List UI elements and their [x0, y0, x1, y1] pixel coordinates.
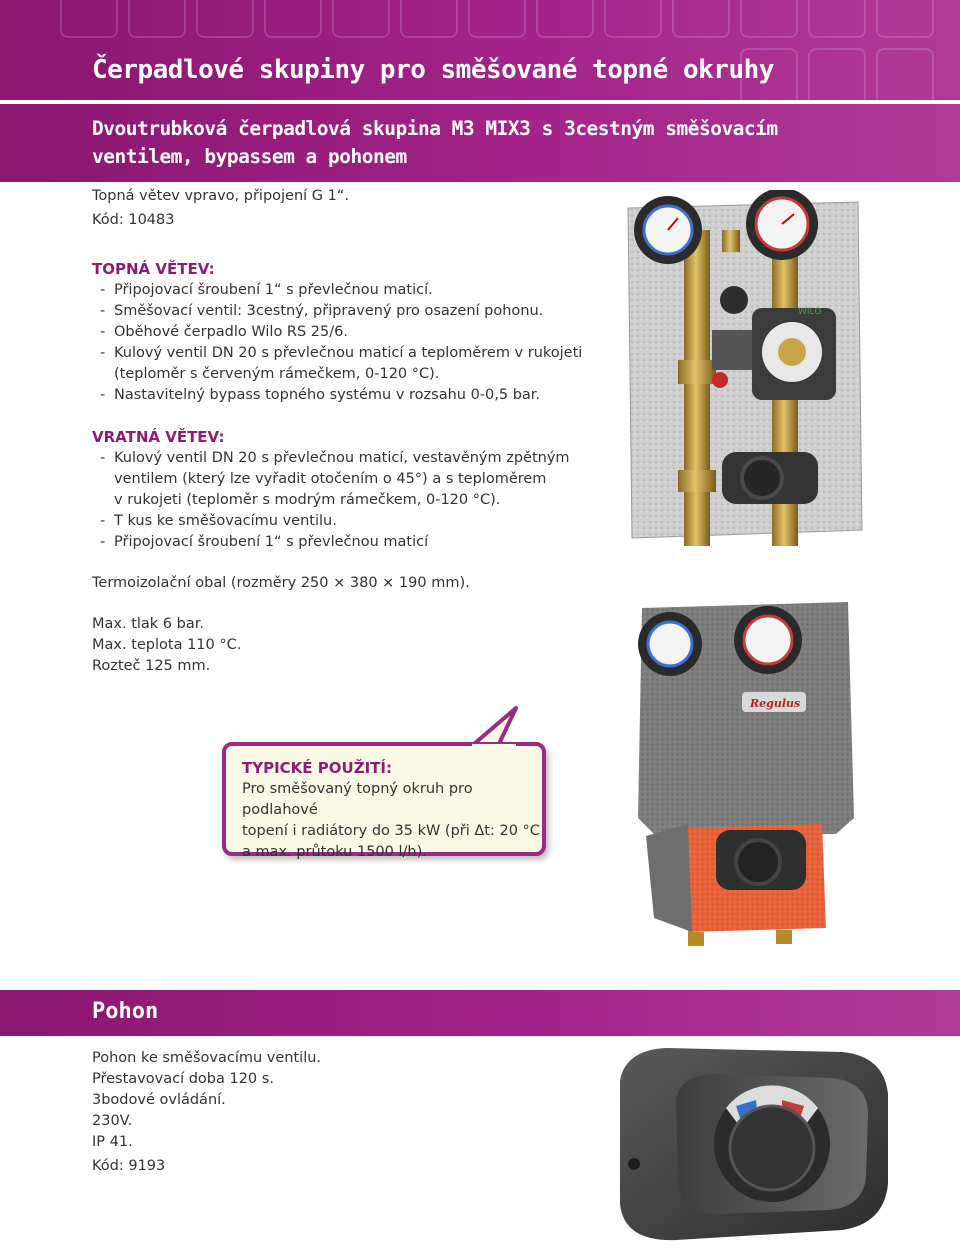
- supply-branch-heading: TOPNÁ VĚTEV:: [92, 260, 215, 278]
- max-pressure: Max. tlak 6 bar.: [92, 616, 204, 632]
- list-item: - Připojovací šroubení 1“ s převlečnou maticí: [92, 532, 570, 553]
- list-item: - Připojovací šroubení 1“ s převlečnou maticí.: [92, 280, 582, 301]
- list-item: - Směšovací ventil: 3cestný, připravený pro osazení pohonu.: [92, 301, 582, 322]
- list-item-continued: (teploměr s červeným rámečkem, 0-120 °C).: [114, 366, 440, 382]
- return-branch-heading: VRATNÁ VĚTEV:: [92, 428, 225, 446]
- supply-branch-list: [92, 280, 582, 406]
- page-title: Čerpadlové skupiny pro směšované topné okruhy: [92, 55, 774, 85]
- actuator-time: Přestavovací doba 120 s.: [92, 1071, 274, 1087]
- list-item-continued: v rukojeti (teploměr s modrým rámečkem, 0-120 °C).: [114, 492, 501, 508]
- product-code: Kód: 10483: [92, 212, 175, 228]
- pump-group-open-image: [612, 190, 874, 560]
- connection-text: Topná větev vpravo, připojení G 1“.: [92, 188, 349, 204]
- actuator-image: [606, 1044, 896, 1246]
- return-branch-section: [92, 427, 570, 553]
- list-item: - T kus ke směšovacímu ventilu.: [92, 511, 570, 532]
- specs: [92, 614, 241, 677]
- actuator-control: 3bodové ovládání.: [92, 1092, 226, 1108]
- return-branch-list: [92, 448, 570, 553]
- actuator-ip: IP 41.: [92, 1134, 133, 1150]
- list-item: - Kulový ventil DN 20 s převlečnou maticí, vestavěným zpětným: [92, 448, 570, 469]
- usage-line: Pro směšovaný topný okruh pro podlahové: [242, 781, 473, 818]
- actuator-title: Pohon: [92, 999, 159, 1024]
- actuator-specs: [92, 1048, 321, 1177]
- callout-tail-cover: [228, 744, 540, 754]
- insulation-text: Termoizolační obal (rozměry 250 × 380 × 190 mm).: [92, 575, 470, 591]
- list-item: - Kulový ventil DN 20 s převlečnou maticí a teploměrem v rukojeti: [92, 343, 582, 364]
- list-item: - Nastavitelný bypass topného systému v rozsahu 0-0,5 bar.: [92, 385, 582, 406]
- list-item-continued: ventilem (který lze vyřadit otočením o 45°) a s teploměrem: [114, 471, 547, 487]
- product-intro: [92, 186, 349, 231]
- usage-callout: [222, 742, 546, 860]
- usage-line: topení i radiátory do 35 kW (při Δt: 20 °C: [242, 823, 540, 839]
- actuator-description: Pohon ke směšovacímu ventilu.: [92, 1050, 322, 1066]
- regulus-logo: Regulus: [750, 697, 801, 710]
- actuator-code: Kód: 9193: [92, 1158, 166, 1174]
- pump-brand-label: WILO: [798, 307, 822, 317]
- max-temperature: Max. teplota 110 °C.: [92, 637, 242, 653]
- product-subtitle: Dvoutrubková čerpadlová skupina M3 MIX3 s 3cestným směšovacím ventilem, bypassem a pohonem: [92, 117, 778, 168]
- actuator-voltage: 230V.: [92, 1113, 133, 1129]
- header-banner: [0, 0, 960, 100]
- pump-group-insulated-image: [626, 598, 858, 950]
- usage-heading: TYPICKÉ POUŽITÍ:: [242, 759, 392, 777]
- pipe-spacing: Rozteč 125 mm.: [92, 658, 211, 674]
- supply-branch-section: [92, 259, 582, 406]
- usage-line: a max. průtoku 1500 l/h).: [242, 844, 427, 860]
- list-item: - Oběhové čerpadlo Wilo RS 25/6.: [92, 322, 582, 343]
